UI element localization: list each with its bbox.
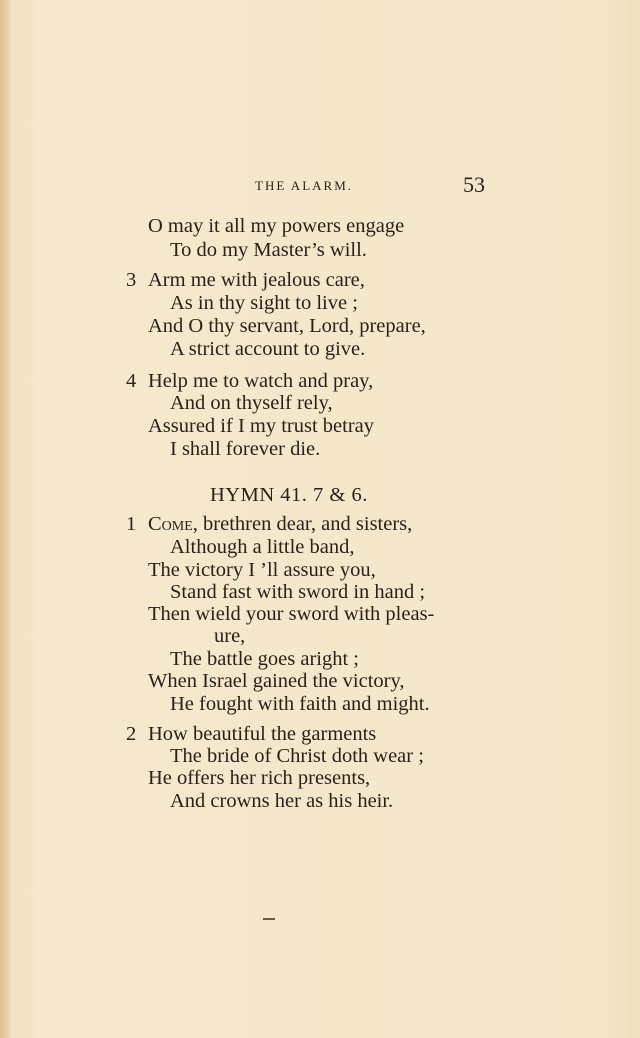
verse-line: And O thy servant, Lord, prepare, [148,315,426,337]
verse-line: He offers her rich presents, [148,767,371,789]
verse-number: 4 [126,370,137,392]
verse-line: O may it all my powers engage [148,215,405,237]
verse-line: When Israel gained the victory, [148,670,405,692]
verse-line: Arm me with jealous care, [148,269,365,291]
verse-line: The battle goes aright ; [170,648,359,670]
verse-line: Then wield your sword with pleas- [148,603,435,625]
verse-line: ure, [214,625,246,647]
running-head: THE ALARM. [255,178,353,193]
print-mark [263,918,275,920]
page-number: 53 [463,172,485,197]
verse-number: 3 [126,269,137,291]
page-header [0,172,640,202]
verse-line: As in thy sight to live ; [170,292,358,314]
verse-line: How beautiful the garments [148,723,377,745]
verse-line: Although a little band, [170,536,355,558]
verse-line: Assured if I my trust betray [148,415,375,437]
verse-line: He fought with faith and might. [170,693,430,715]
verse-line: And crowns her as his heir. [170,790,394,812]
verse-number: 2 [126,723,137,745]
verse-line: Stand fast with sword in hand ; [170,581,426,603]
hymn-title: HYMN 41. 7 & 6. [210,484,368,506]
page-gutter [0,0,10,1038]
verse-line: To do my Master’s will. [170,239,367,261]
verse-line: The victory I ’ll assure you, [148,559,376,581]
verse-line: Help me to watch and pray, [148,370,374,392]
drop-word: Come, [148,513,198,535]
verse-line: I shall forever die. [170,438,321,460]
verse-number: 1 [126,513,137,535]
verse-line: A strict account to give. [170,338,366,360]
verse-line [148,514,412,535]
verse-line-rest: brethren dear, and sisters, [197,513,413,535]
verse-line: The bride of Christ doth wear ; [170,745,424,767]
verse-line: And on thyself rely, [170,392,333,414]
